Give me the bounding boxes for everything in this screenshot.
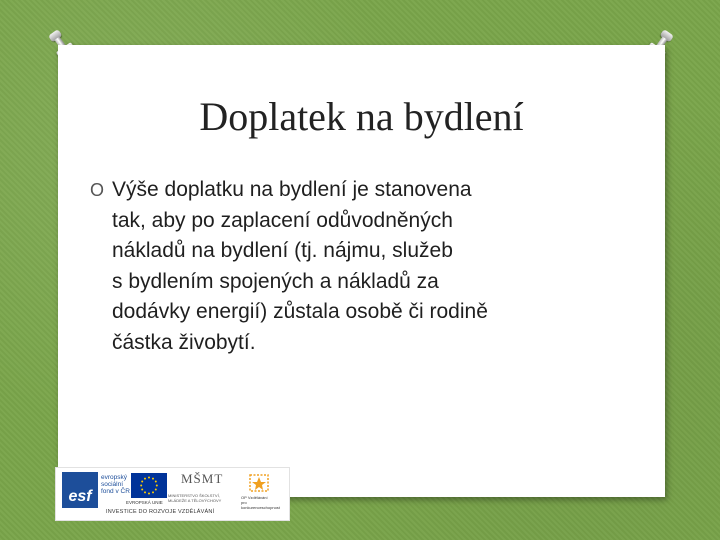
slide-title: Doplatek na bydlení [199,94,524,139]
bullet-item [90,175,582,358]
msmt-logo: MŠMT [181,471,224,486]
op-vk-logo-icon [248,473,270,493]
bullet-text: Výše doplatku na bydlení je stanovena tak, aby po zaplacení odůvodněných nákladů na bydlení (tj. nájmu, služeb s bydlením spojených a nákladů za dodávky energií) zůstala osobě či rodině částka živobytí. [112,178,488,354]
eu-caption: EVROPSKÁ UNIE [126,500,163,505]
msmt-caption: MINISTERSTVO ŠKOLSTVÍ, MLÁDEŽE A TĚLOVÝCHOVY [168,493,222,503]
bullet-marker: O [90,180,105,200]
op-caption: OP Vzdělávání pro konkurenceschopnost [241,495,280,510]
esf-caption: evropský sociální fond v ČR [101,474,130,495]
eu-flag-icon [131,473,167,498]
funding-logos-banner [55,467,290,521]
esf-logo: esf [62,472,98,508]
banner-footer-text: INVESTICE DO ROZVOJE VZDĚLÁVÁNÍ [106,509,215,515]
